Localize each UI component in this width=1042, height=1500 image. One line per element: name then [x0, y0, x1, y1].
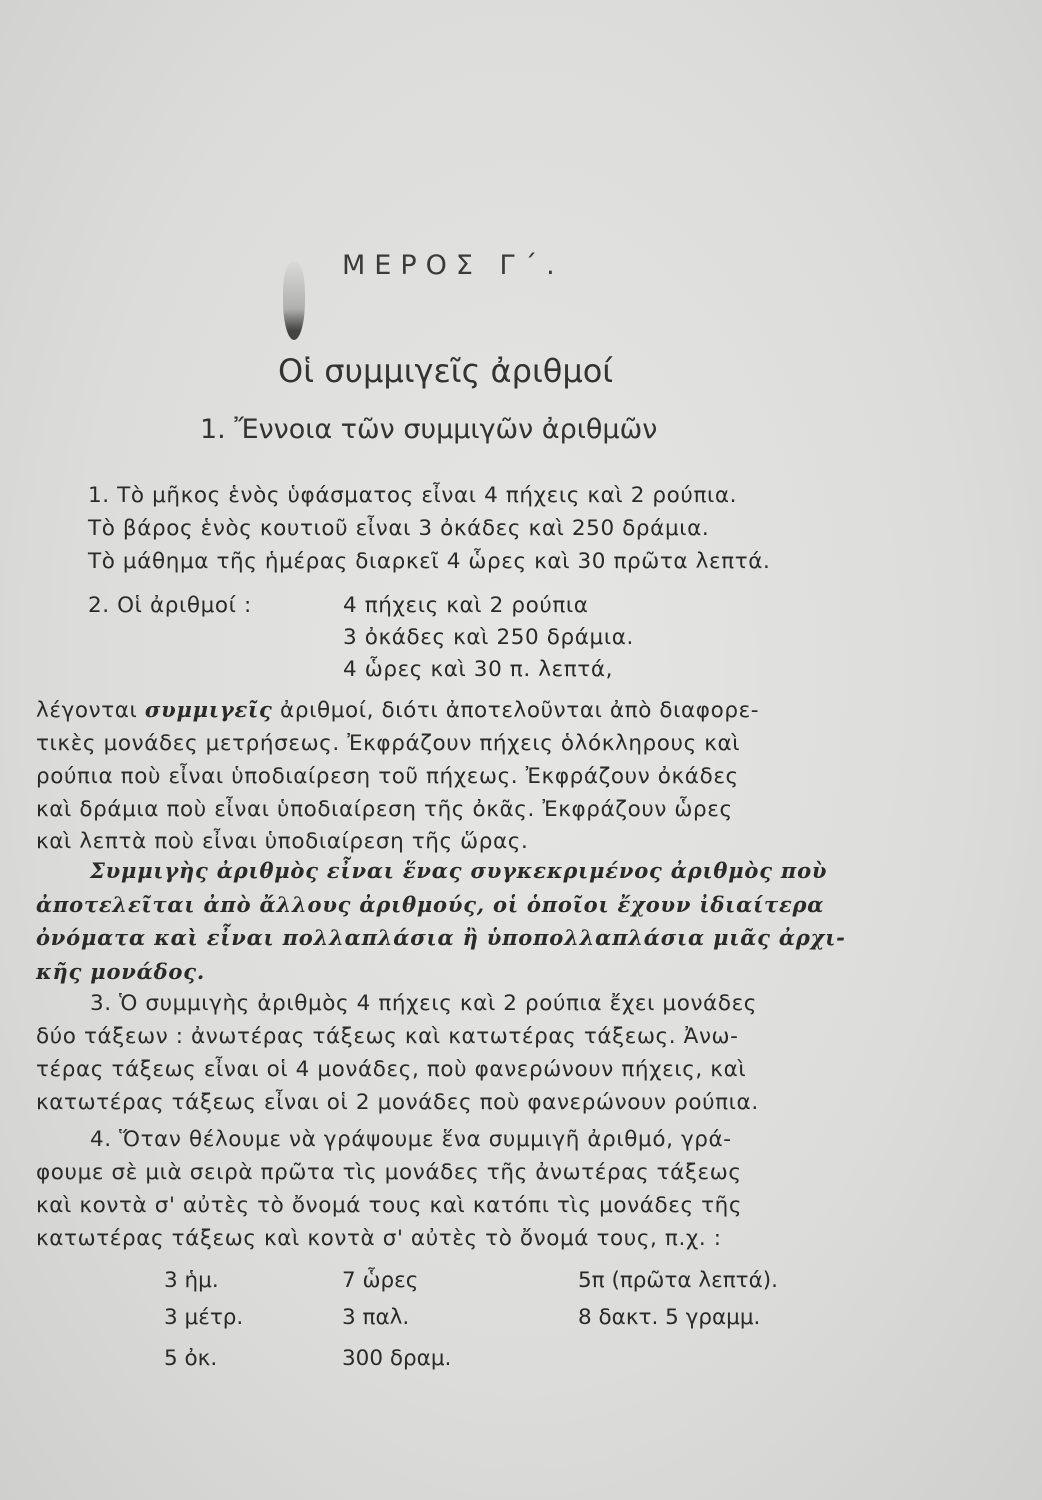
para1-line: 1. Τὸ μῆκος ἑνὸς ὑφάσματος εἶναι 4 πήχεις καὶ 2 ρούπια.	[88, 483, 738, 508]
para1-line: Τὸ βάρος ἑνὸς κουτιοῦ εἶναι 3 ὀκάδες καὶ 250 δράμια.	[88, 516, 710, 541]
emphasis-term: συμμιγεῖς	[144, 697, 273, 722]
example-cell: 300 δραμ.	[342, 1346, 452, 1371]
para4-line: 4. Ὅταν θέλουμε νὰ γράψουμε ἕνα συμμιγῆ ἀριθμό, γρά-	[90, 1127, 732, 1152]
para2-body-line	[36, 694, 759, 727]
para2-body-line: τικὲς μονάδες μετρήσεως. Ἐκφράζουν πήχεις ὁλόκληρους καὶ	[36, 731, 741, 756]
definition-line: ὀνόματα καὶ εἶναι πολλαπλάσια ἢ ὑποπολλαπλάσια μιᾶς ἀρχι-	[36, 925, 846, 950]
para2-item: 3 ὀκάδες καὶ 250 δράμια.	[343, 625, 634, 650]
example-cell: 5 ὀκ.	[164, 1346, 218, 1371]
para2-label: 2. Οἱ ἀριθμοί :	[88, 593, 252, 618]
text-run: λέγονται	[36, 698, 145, 723]
definition-line: Συμμιγὴς ἀριθμὸς εἶναι ἕνας συγκεκριμένος ἀριθμὸς ποὺ	[90, 858, 828, 883]
example-cell: 7 ὧρες	[342, 1268, 419, 1293]
para4-line: καὶ κοντὰ σ' αὐτὲς τὸ ὄνομά τους καὶ κατόπι τὶς μονάδες τῆς	[36, 1193, 743, 1218]
example-cell: 3 μέτρ.	[164, 1305, 244, 1330]
definition-line: ἀποτελεῖται ἀπὸ ἄλλους ἀριθμούς, οἱ ὁποῖοι ἔχουν ἰδιαίτερα	[36, 892, 825, 917]
example-cell: 3 παλ.	[342, 1305, 410, 1330]
para3-line: 3. Ὁ συμμιγὴς ἀριθμὸς 4 πήχεις καὶ 2 ρούπια ἔχει μονάδες	[90, 991, 758, 1016]
para3-line: κατωτέρας τάξεως εἶναι οἱ 2 μονάδες ποὺ φανερώνουν ρούπια.	[36, 1090, 759, 1115]
para2-item: 4 ὧρες καὶ 30 π. λεπτά,	[343, 657, 614, 682]
example-cell: 5π (πρῶτα λεπτά).	[578, 1268, 779, 1293]
para2-body-line: ρούπια ποὺ εἶναι ὑποδιαίρεση τοῦ πήχεως. Ἐκφράζουν ὀκάδες	[36, 764, 739, 789]
para2-body-line: καὶ δράμια ποὺ εἶναι ὑποδιαίρεση τῆς ὀκᾶς. Ἐκφράζουν ὧρες	[36, 797, 733, 822]
chapter-title: Οἱ συμμιγεῖς ἀριθμοί	[278, 352, 614, 390]
example-cell: 3 ἡμ.	[164, 1268, 219, 1293]
definition-line: κῆς μονάδος.	[36, 959, 205, 984]
para3-line: τέρας τάξεως εἶναι οἱ 4 μονάδες, ποὺ φανερώνουν πήχεις, καὶ	[36, 1057, 747, 1082]
para2-body-line: καὶ λεπτὰ ποὺ εἶναι ὑποδιαίρεση τῆς ὥρας.	[36, 829, 529, 854]
para3-line: δύο τάξεων : ἀνωτέρας τάξεως καὶ κατωτέρας τάξεως. Ἀνω-	[36, 1024, 739, 1049]
para4-line: φουμε σὲ μιὰ σειρὰ πρῶτα τὶς μονάδες τῆς ἀνωτέρας τάξεως	[36, 1160, 742, 1185]
para4-line: κατωτέρας τάξεως καὶ κοντὰ σ' αὐτὲς τὸ ὄνομά τους, π.χ. :	[36, 1226, 722, 1251]
para2-item: 4 πήχεις καὶ 2 ρούπια	[343, 593, 589, 618]
part-title: ΜΕΡΟΣ Γ΄.	[342, 250, 564, 281]
example-cell: 8 δακτ. 5 γραμμ.	[578, 1305, 761, 1330]
para1-line: Τὸ μάθημα τῆς ἡμέρας διαρκεῖ 4 ὧρες καὶ 30 πρῶτα λεπτά.	[88, 549, 771, 574]
ink-blot	[283, 262, 305, 340]
text-run: ἀριθμοί, διότι ἀποτελοῦνται ἀπὸ διαφορε-	[272, 698, 760, 723]
section-title: 1. Ἔννοια τῶν συμμιγῶν ἀριθμῶν	[200, 414, 658, 445]
